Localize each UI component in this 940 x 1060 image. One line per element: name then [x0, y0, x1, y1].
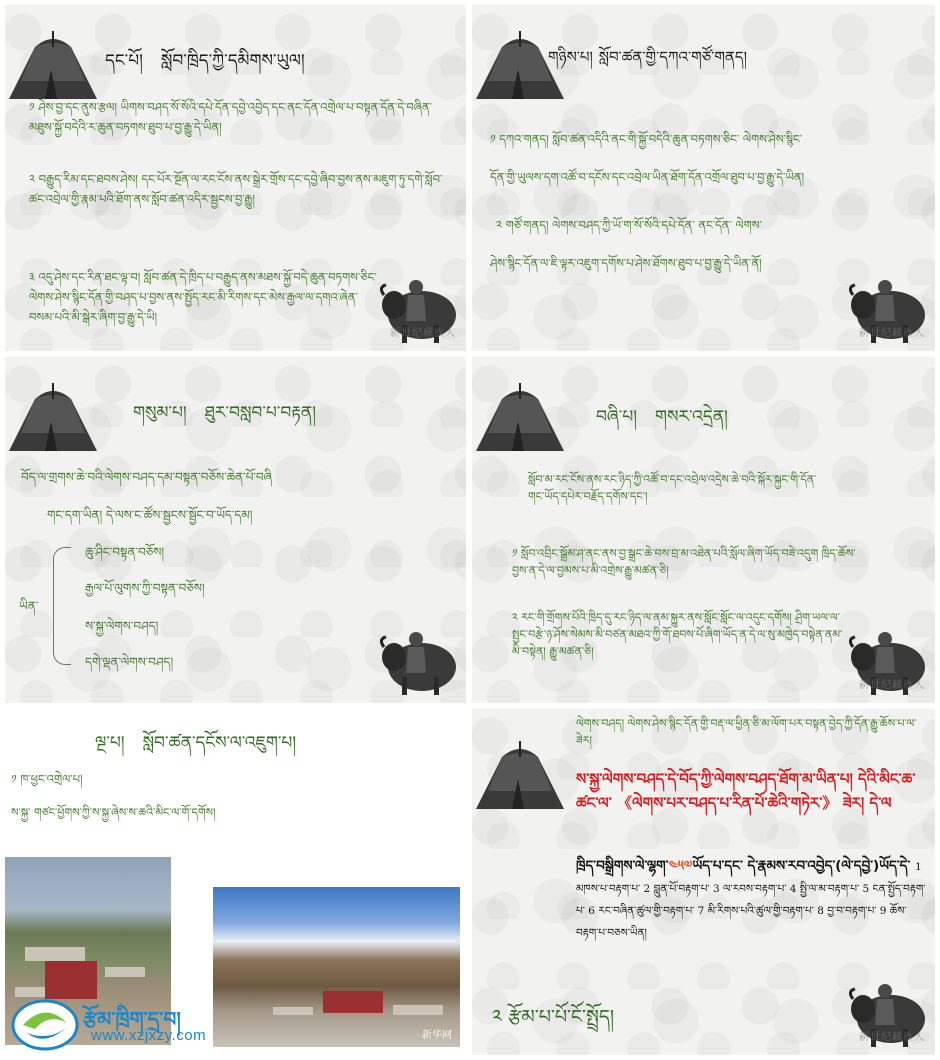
slide-title: གཉིས་པ། སློབ་ཚན་གྱི་དཀའ་གཙོ་གནད།	[548, 48, 747, 66]
yak-herder-icon	[372, 621, 460, 697]
slide-title: ལྔ་པ། སློབ་ཚན་དངོས་ལ་འཇུག་པ།	[95, 733, 297, 753]
intro-question-1: ༡ སློབ་འབྲིང་སྒྲོམ་ཤ་ནང་ནས་བྱ་སྒྲང་ཆེ་བས་བྲ་མ་འཐེན་པའི་སློལ་ཞིག་ཡོད་བཟེ་འདུག ཁྲིད་ཆོས་བྱས་ན་དེ་ལ་བྱམས་པ་མི་འགྲེས་རྒྱུ་མཚན་ཅི།	[512, 547, 856, 577]
logo-url[interactable]: www.xzjxzy.com	[91, 1027, 207, 1044]
section-subtitle: ༡ ཁ་ཕྱང་འགྲེལ་པ།	[11, 772, 83, 786]
chapter-summary: ཁྲིད་བསྒྲིགས་ལེ་ལྷག་༤༥༧ཡོད་པ་དང་ དེ་རྣམས་རབ་འབྱེད་(ལེ་དབྱེ་)ཡོད་དེ་ 1 མཁས་པ་བརྟག་པ་ 2 བླུན་པོ་བརྟག་པ་ 3 ལ་རབས་བརྟག་པ་ 4 སྤྱི་ལ་མ་བརྟག་པ་ 5 ངན་སྤྱོད་བརྟག་པ་ 6 རང་བཞིན་ཚུལ་གྱི་བརྟག་པ་ 7 མི་རིགས་པའི་ཚུལ་གྱི་བརྟག་པ་ 8 བྱ་བ་བརྟག་པ་ 9 ཆོས་བརྟག་པ་བཅས་ཡིན།	[576, 858, 926, 939]
slide-text-study	[5, 709, 466, 1055]
tent-icon	[5, 29, 101, 103]
objective-knowledge: ༡ ཤེས་བྱ་དང་ནུས་རྩལ། ཡིགས་བཤད་སོ་སོའི་དཔེ་དོན་དབྱེ་འབྱེད་དང་ནང་དོན་འགྲེལ་པ་བསྟན་དོན་དེ་བཞིན་མཐུས་སྐྱོ་བདེའི་ར་ཆུན་བཏགས་ཐུབ་པ་བྱ་རྒྱུ་དེ་ཡིན།	[29, 100, 432, 134]
definition-text: ལེགས་བཤད། ལེགས་ཤེས་སྙིང་དོན་གྱི་བརྡ་ལ་ཕྱིན་ཅི་མ་ལོག་པར་བསྟན་བྱེད་ཀྱི་དོན་རྒྱུ་ཆོས་པ་ལ་ཟེར།	[576, 717, 917, 747]
objective-values: ༣ འདུ་ཤེས་དང་རིན་ཐང་ལྟ་བ། སློབ་ཚན་དེ་ཁྲིད་པ་བརྒྱུད་ནས་མཐས་སྐྱོ་བདེ་ཆུན་བཏགས་ཅིང་ ལེགས་ཤེས་སྙིང་དོན་གྱི་བཤད་པ་བྱས་ནས་སྤྱོད་རང་མི་རིགས་དང་མེས་རྒྱལ་ལ་དགའ་ཞེན་བསམ་པའི་མི་སྒེར་ཞིག་བྱ་རྒྱུ་དེ་ཡི།	[29, 270, 377, 324]
keypoint-line2: ཤེས་སྙིང་དོན་ལ་ཇི་ལྟར་འཇུག་དགོས་པ་ཤེས་ཐོགས་ཐུབ་པ་བྱ་རྒྱུ་དེ་ཡིན་ནོ།	[490, 256, 762, 270]
chapter-list: 1 མཁས་པ་བརྟག་པ་ 2 བླུན་པོ་བརྟག་པ་ 3 ལ་རབས་བརྟག་པ་ 4 སྤྱི་ལ་མ་བརྟག་པ་ 5 ངན་སྤྱོད་བརྟག་པ་ 6 རང་བཞིན་ཚུལ་གྱི་བརྟག་པ་ 7 མི་རིགས་པའི་ཚུལ་གྱི་བརྟག་པ་ 8 བྱ་བ་བརྟག་པ་ 9 ཆོས་བརྟག་པ་བཅས་ཡིན།	[576, 861, 926, 939]
intro-question-2: ༢ རང་གི་གྲོགས་པོའི་ཁྲིད་དུ་རང་ཉིད་ལ་ནམ་སྐྱུར་ནས་སློང་སློང་ལ་འདུང་དགོས། ཤྲིག་ཡལ་ལ་སྤྱང་བརྩེ་ཉ་ཤོས་སེམས་མི་བཙན་མཐའ་ཀྱི་གོ་ཐབས་པོ་ཞིག་ཡོད་ན་དེ་ལ་སུ་མཁྱེད་བསྟེན་ནམ་མི་བསྟེན། རྒྱུ་མཚན་ཅི།	[512, 611, 843, 658]
list-item: དགེ་ལྡན་ལེགས་བཤད།	[85, 655, 174, 669]
difficulty-line1: ༡ དཀའ་གནད། སློབ་ཚན་འདིའི་ནང་གི་སྐྱོ་བདེའི་ཆུན་བཏགས་ཅིང་ ལེགས་ཤེས་སྙིང་	[490, 132, 803, 146]
list-item: ཆུ་ཤིང་བསྟན་བཅོས།	[85, 545, 165, 559]
difficulty-line2: དོན་གྱི་ཡུལས་དག་འཚོ་བ་དངོས་དང་འབྲེལ་ཡིན་ཐོག་དོན་འགྲོལ་ཐུབ་པ་བྱ་རྒྱུ་དེ་ཡིན།	[490, 170, 805, 184]
slide-title: གསུམ་པ། ཐུར་བསླབ་པ་བརྟན།	[133, 403, 317, 423]
watermark: 新世纪藏族人	[390, 328, 456, 339]
slide-title: དང་པོ། སློབ་ཁྲིད་ཀྱི་དམིགས་ཡུལ།	[105, 51, 305, 71]
highlight-text: ས་སྐྱ་ལེགས་བཤད་དེ་བོད་ཀྱི་ལེགས་བཤད་ཐོག་མ་ཡིན་པ། དེའི་མིང་ཆ་ཚང་ལ་ 《ལེགས་པར་བཤད་པ་རིན་པོ་ཆེའི་གཏེར་》 ཟེར། དེ་ལ	[576, 770, 916, 812]
tent-icon	[472, 381, 568, 455]
list-item: རྒྱལ་པོ་ལུགས་ཀྱི་བསྟན་བཅོས།	[85, 581, 205, 595]
watermark: 新世纪藏族人	[859, 1032, 925, 1043]
answer-label: ཡིན་	[19, 599, 39, 613]
list-item: ས་སྐྱ་ལེགས་བཤད།	[85, 619, 159, 633]
site-logo[interactable]	[5, 993, 235, 1055]
section-footer-title: ༢ རྩོམ་པ་པོ་ངོ་སྤྲོད།	[492, 1006, 615, 1028]
slide-introduction	[472, 357, 935, 703]
slide-objectives	[5, 5, 466, 351]
watermark: 新世纪藏族人	[859, 328, 925, 339]
review-question-line1: བོད་ལ་གྲགས་ཆེ་བའི་ལེགས་བཤད་དམ་བསྟན་བཅོས་ཆེན་པོ་བཞི	[21, 470, 272, 484]
intro-paragraph: སློབ་མ་རང་ངོས་ནས་རང་ཉིད་ཀྱི་འཚོ་བ་དང་འབྲེལ་འདྲེས་ཆེ་བའི་སྐོར་སྐྱང་གི་དོན་གང་ཡོད་དཔེར་བརྗོད་དགོས་དང་།	[528, 473, 817, 503]
slide-key-points	[472, 5, 935, 351]
slide-title: བཞི་པ། གསར་འདྲེན།	[596, 407, 728, 427]
annotation-line: ས་སྐྱ་ གཙང་ཕྱོགས་ཀྱི་ས་སྐྱ་ཞེས་ས་ཆའི་མིང་ལ་གོ་དགོས།	[11, 806, 216, 819]
slide-text-detail	[472, 709, 935, 1055]
objective-process: ༢ བརྒྱུད་རིམ་དང་ཐབས་ཤེས། དང་པོར་སྔོན་ལ་རང་ངོས་ནས་སྒྲེར་གྲོས་དང་དབྱེ་ཞིབ་བྱས་ནས་མཇུག་ཏུ་དགེ་སློབ་ཚང་འབྲེལ་གྱི་རྣམ་པའི་ཐོག་ནས་སློབ་ཚན་འདིར་སྦྱངས་བྱ་རྒྱུ།	[29, 172, 443, 206]
logo-text: རྩོམ་ཁྲིག་དྲ་བ།	[83, 1007, 181, 1031]
town-photo-right	[213, 887, 460, 1047]
review-question-line2: གང་དག་ཡིན། དེ་ལས་ང་ཚོས་སྦྱངས་སྦྱོང་བ་ཡོད་དམ།	[47, 508, 253, 522]
photo-credit: 新华网	[422, 1030, 452, 1041]
tent-icon	[472, 739, 568, 813]
logo-swirl-icon	[9, 995, 81, 1053]
slide-review	[5, 357, 466, 703]
tent-icon	[5, 381, 101, 455]
watermark: 新世纪藏族人	[859, 680, 925, 691]
keypoint-line1: ༢ གཙོ་གནད། ལེགས་བཤད་ཀྱི་ཡོ་ག་སོ་སོའི་དཔེ་དོན་ ནང་དོན་ ལེགས་	[496, 218, 762, 232]
bracket-divider	[53, 547, 71, 665]
